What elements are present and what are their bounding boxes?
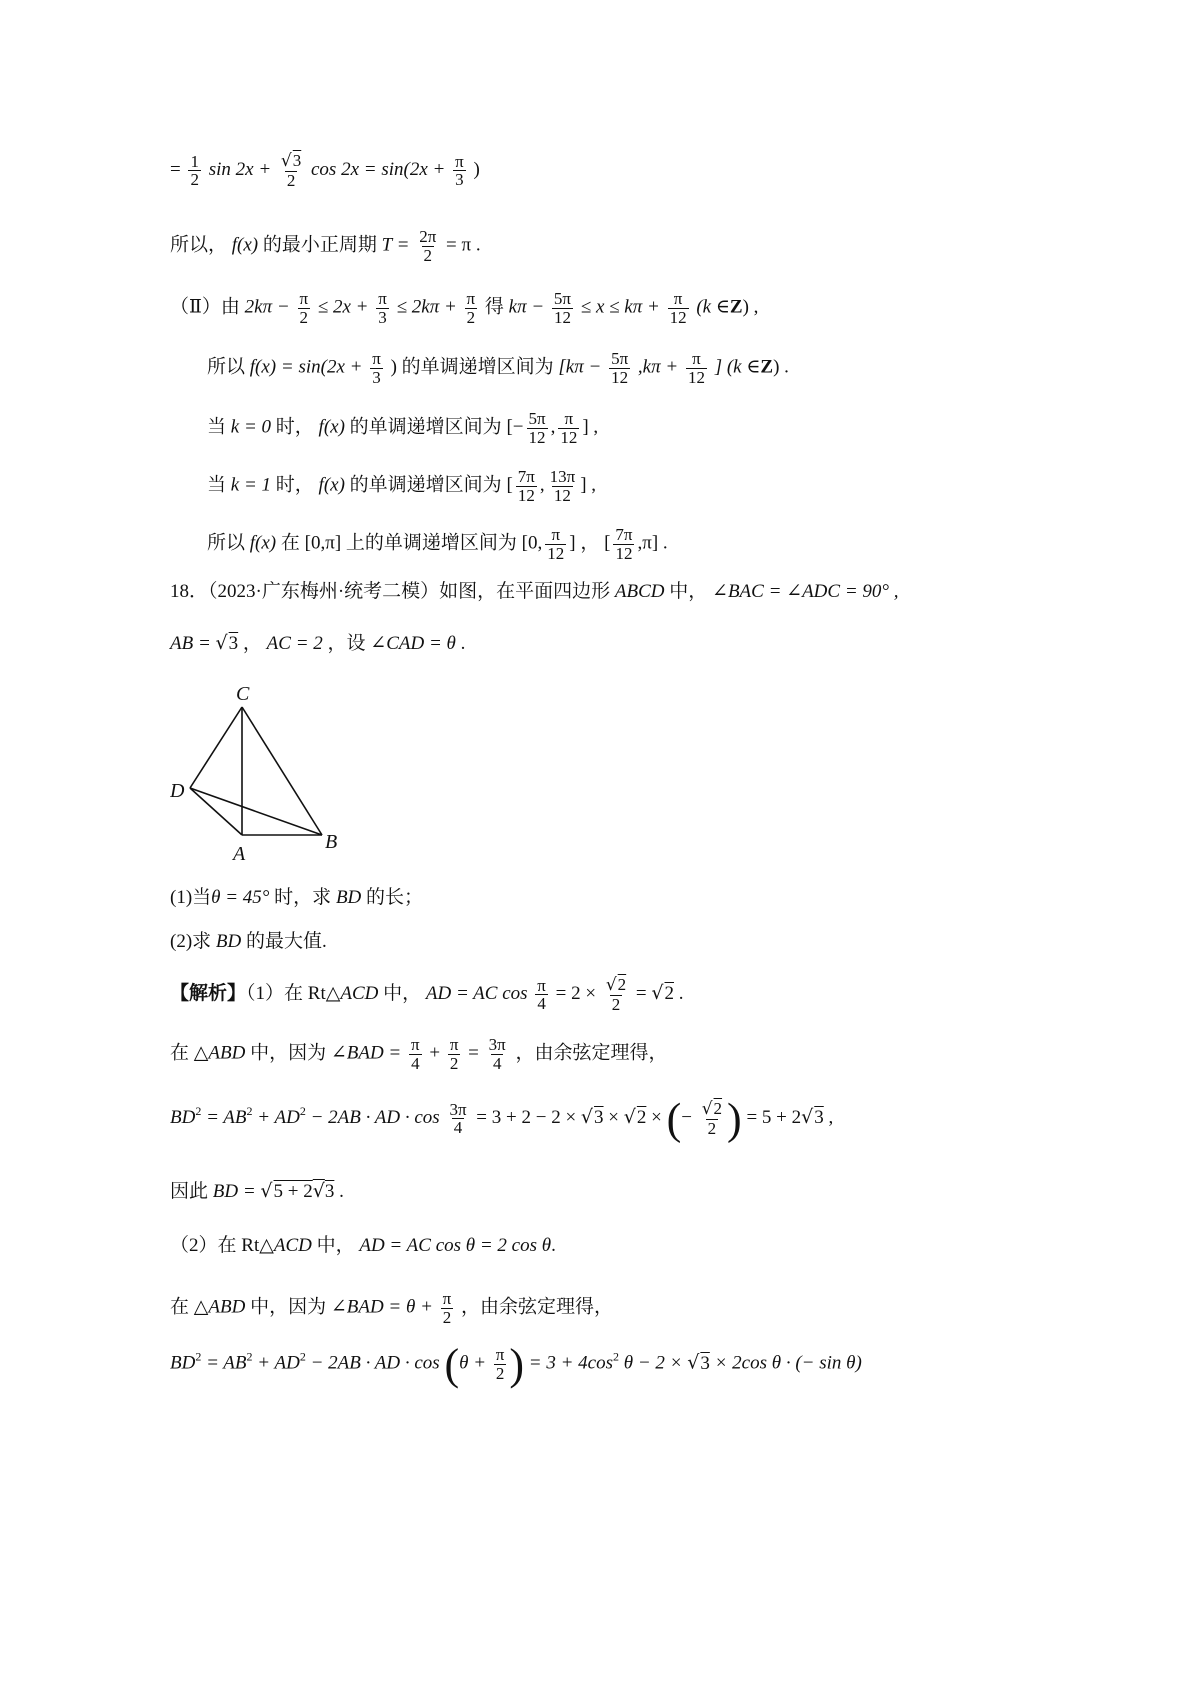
k0-line: 当 k = 0 时， f(x) 的单调递增区间为 [− $\frac{5\pi}{12}$ , $\frac{\pi}{12}$ ] , — [207, 409, 599, 447]
conclusion-line: 所以 f(x) 在 [0,π] 上的单调递增区间为 [0, $\frac{\pi}{12}$ ] ， [ $\frac{7\pi}{12}$ ,π] . — [207, 525, 668, 563]
k1-line: 当 k = 1 时， f(x) 的单调递增区间为 [ $\frac{7\pi}{12}$ , $\frac{13\pi}{12}$ ] , — [207, 467, 597, 505]
label-C: C — [236, 683, 250, 705]
question-18-line-2: AB = √3 ， AC = 2 ，设 ∠CAD = θ . — [170, 632, 466, 654]
subquestion-1: (1)当θ = 45° 时，求 BD 的长； — [170, 887, 424, 908]
label-D: D — [170, 780, 185, 802]
solution-line-5: （2）在 Rt△ACD 中， AD = AC cos θ = 2 cos θ. — [170, 1235, 556, 1256]
eq-line-1: = $\frac{1}{2}$ sin 2x + $\frac{√3}{2}$ cos 2x = sin(2x + $\frac{\pi}{3}$ ) — [170, 151, 480, 190]
quadrilateral-figure — [170, 680, 350, 870]
solution-line-4: 因此 BD = √5 + 2√3 . — [170, 1180, 344, 1202]
solution-line-6: 在 △ABD 中，因为 ∠BAD = θ + $\frac{\pi}{2}$ ，由余弦定理得， — [170, 1289, 614, 1327]
period-line: 所以， f(x) 的最小正周期 T = $\frac{2\pi}{2}$ = π . — [170, 227, 481, 265]
solution-line-2: 在 △ABD 中，因为 ∠BAD = $\frac{\pi}{4}$ + $\frac{\pi}{2}$ = $\frac{3\pi}{4}$ ，由余弦定理得， — [170, 1035, 668, 1073]
edge-CB — [242, 707, 322, 835]
solution-line-7: $BD^2 = AB^2 + AD^2 - 2AB$ · AD · cos (θ + $\frac{\pi}{2}$ ) = $3 + 4\cos^2$ θ − 2 × √3 × 2cos θ · (− sin θ) — [170, 1339, 862, 1389]
label-A: A — [233, 843, 246, 865]
solution-line-1: 【解析】（1）在 Rt△ACD 中， AD = AC cos $\frac{\pi}{4}$ = 2 × $\frac{√2}{2}$ = √2 . — [170, 975, 684, 1014]
edge-CD — [190, 707, 242, 788]
edge-DB — [190, 788, 322, 835]
solution-line-3: $BD^2 = AB^2 + AD^2 - 2AB$ · AD · cos $\frac{3\pi}{4}$ = 3 + 2 − 2 × √3 × √2 × (− $\frac{√2}{2}$ ) = 5 + 2√3 , — [170, 1094, 834, 1144]
subquestion-2: (2)求 BD 的最大值. — [170, 931, 327, 952]
question-18-line-1: 18．（2023·广东梅州·统考二模）如图，在平面四边形 ABCD 中， ∠BAC = ∠ADC = 90° , — [170, 581, 899, 602]
edge-DA — [190, 788, 242, 835]
part2-line: （Ⅱ）由 2kπ − $\frac{\pi}{2}$ ≤ 2x + $\frac{\pi}{3}$ ≤ 2kπ + $\frac{\pi}{2}$ 得 kπ − $\frac{5\pi}{12}$ ≤ x ≤ kπ + $\frac{\pi}{12}$ (k ∈Z) , — [170, 289, 759, 327]
label-B: B — [325, 831, 338, 853]
increasing-interval-line: 所以 f(x) = sin(2x + $\frac{\pi}{3}$ ) 的单调递增区间为 [kπ − $\frac{5\pi}{12}$ ,kπ + $\frac{\pi}{12}$ ] (k ∈Z) . — [207, 349, 789, 387]
